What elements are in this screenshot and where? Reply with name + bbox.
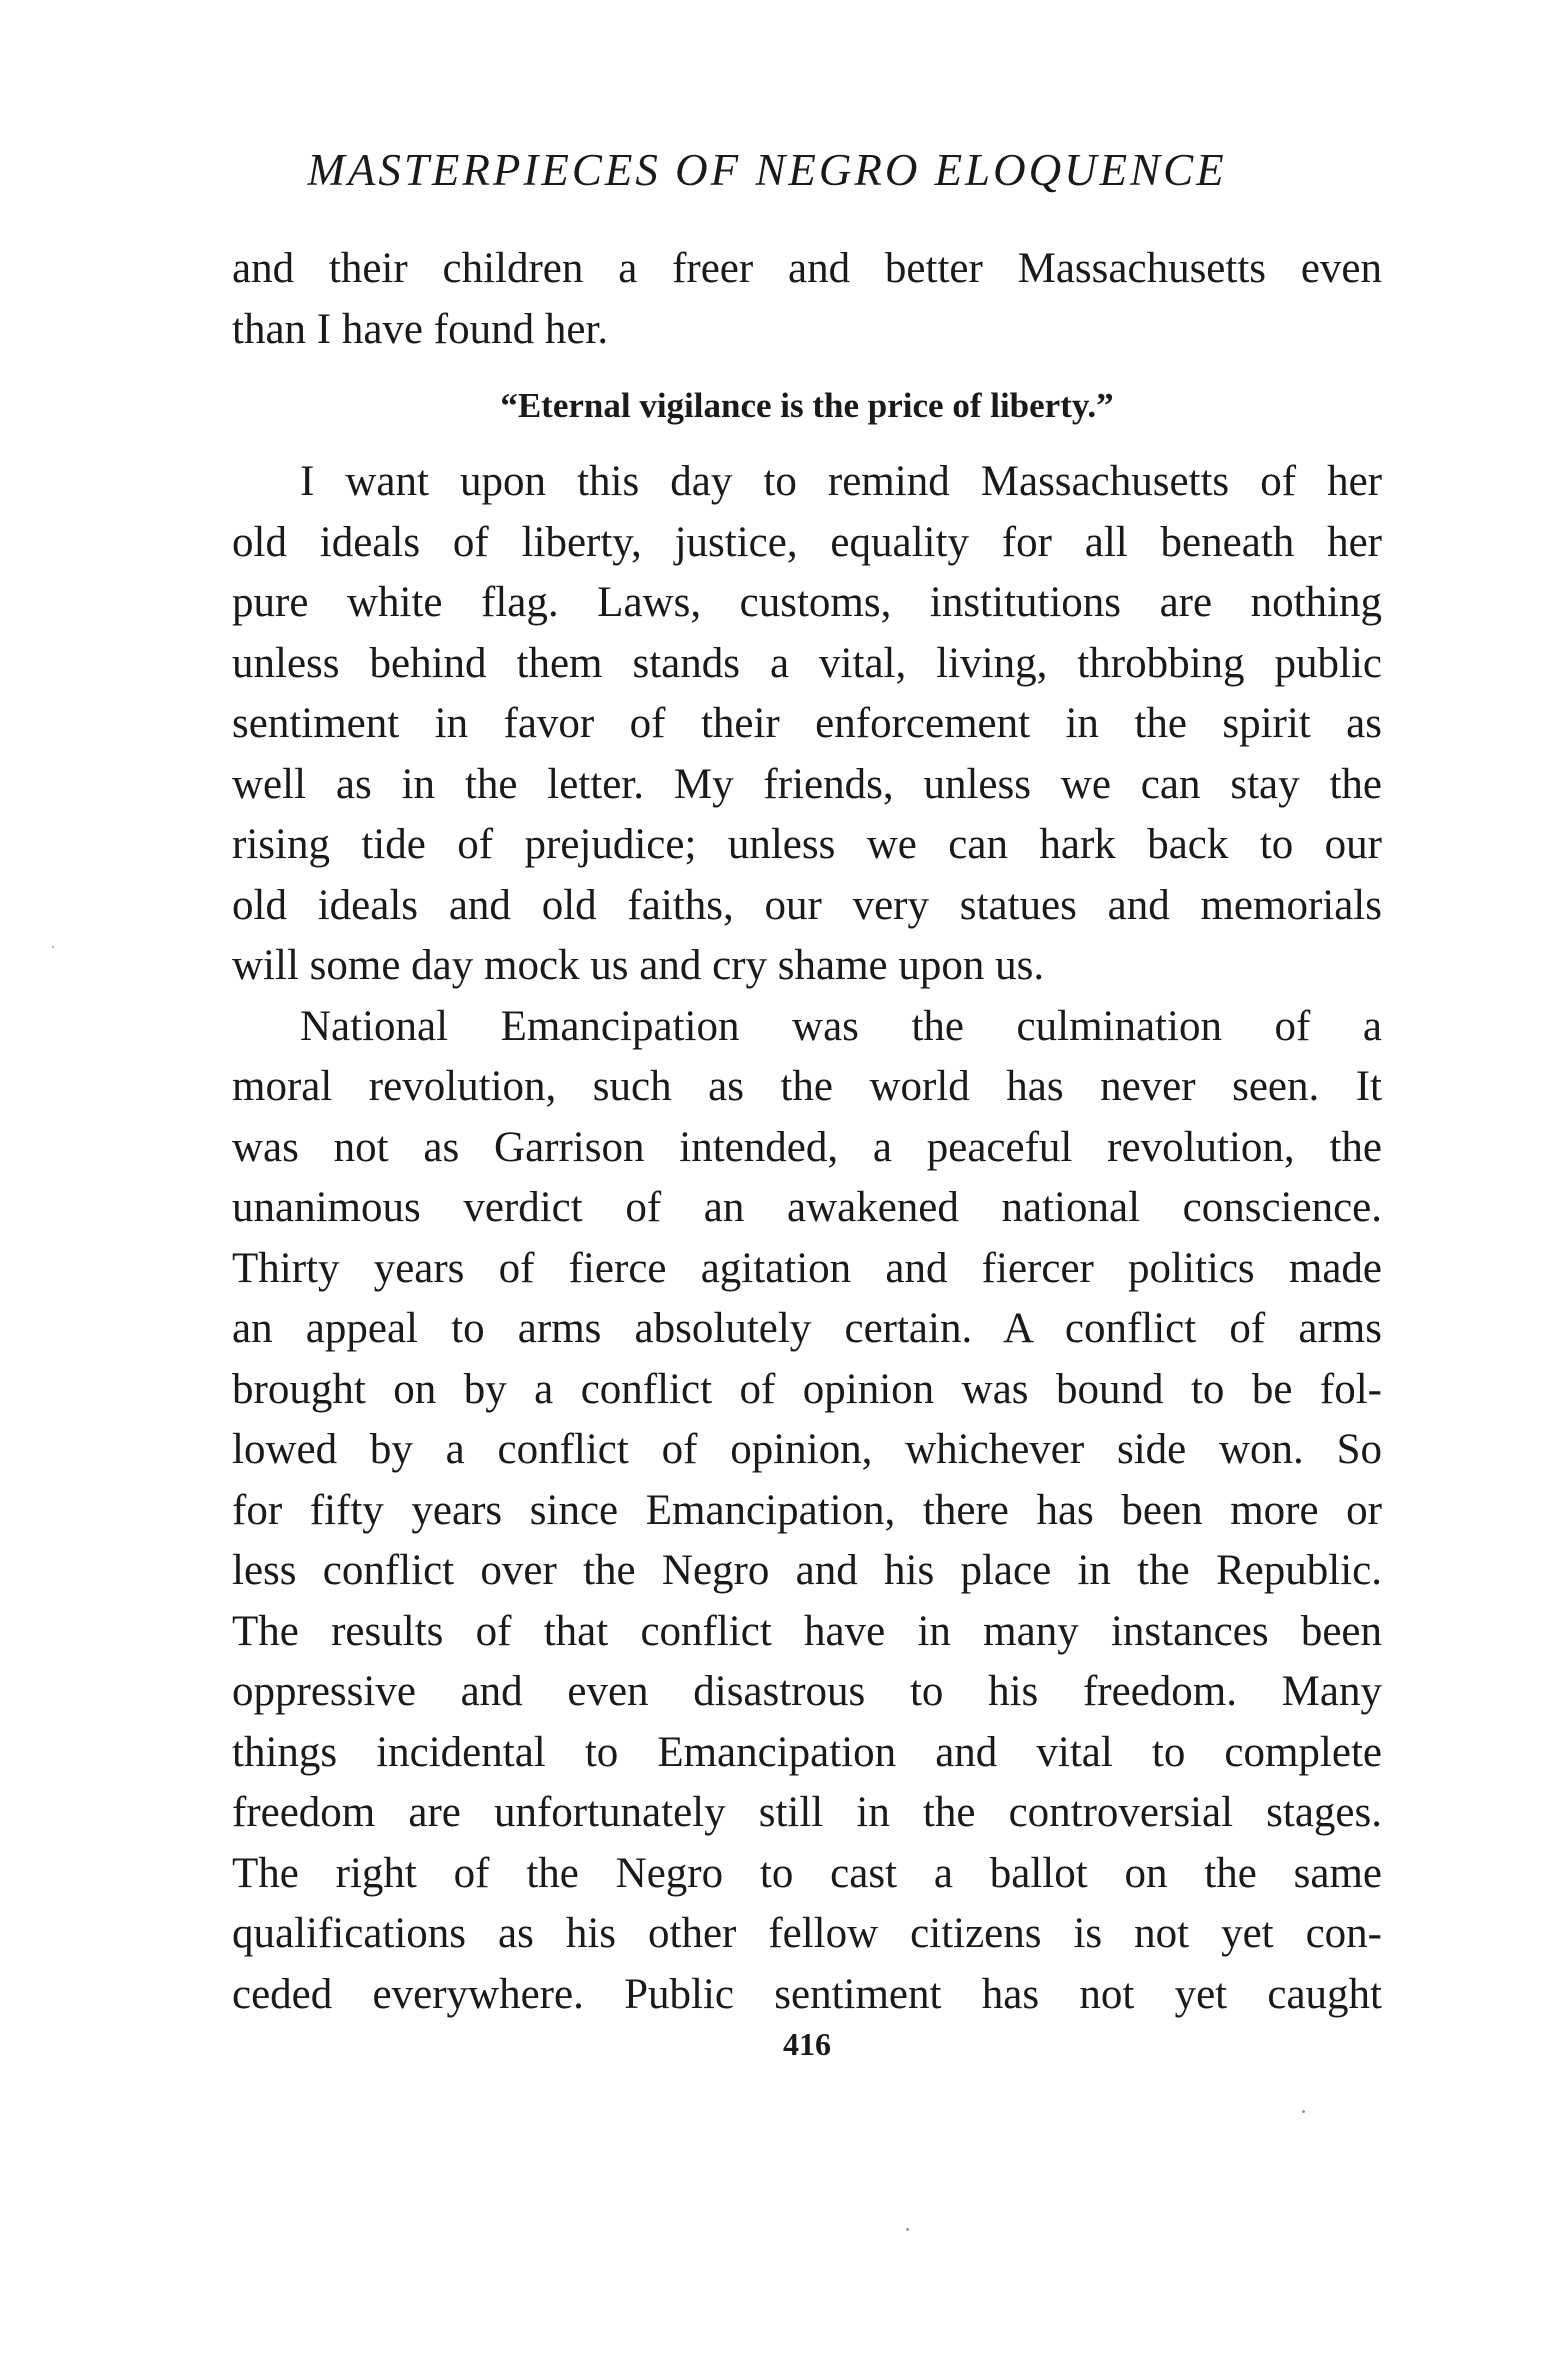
text-line: The results of that conflict have in many instances been — [232, 1607, 1382, 1655]
text-line: sentiment in favor of their enforcement in the spirit as — [232, 700, 1382, 747]
page-number: 416 — [783, 2026, 831, 2062]
text-line: old ideals of liberty, justice, equality for all beneath her — [232, 518, 1382, 566]
text-line: and their children a freer and better Massachusetts even — [232, 245, 1382, 292]
text-line: than I have found her. — [232, 305, 609, 353]
text-line: an appeal to arms absolutely certain. A conflict of arms — [232, 1305, 1382, 1352]
text-line: unless behind them stands a vital, living, throbbing public — [232, 639, 1382, 687]
text-line: pure white flag. Laws, customs, institutions are nothing — [232, 579, 1382, 626]
text-line: well as in the letter. My friends, unless we can stay the — [232, 760, 1382, 808]
motto: “Eternal vigilance is the price of liberty.” — [500, 386, 1114, 425]
text-line: ceded everywhere. Public sentiment has not yet caught — [232, 1970, 1382, 2018]
text-line: moral revolution, such as the world has never seen. It — [232, 1063, 1382, 1110]
ink-speck — [906, 2228, 909, 2231]
text-line: The right of the Negro to cast a ballot on the same — [232, 1849, 1382, 1897]
text-line: for fifty years since Emancipation, there has been more or — [232, 1486, 1382, 1534]
text-line: less conflict over the Negro and his place in the Republic. — [232, 1547, 1382, 1594]
text-line: will some day mock us and cry shame upon us. — [232, 942, 1045, 989]
running-head: MASTERPIECES OF NEGRO ELOQUENCE — [307, 145, 1227, 195]
text-line: unanimous verdict of an awakened national conscience. — [232, 1184, 1382, 1231]
text-line: I want upon this day to remind Massachusetts of her — [300, 458, 1382, 505]
text-line: things incidental to Emancipation and vital to complete — [232, 1728, 1382, 1776]
ink-speck — [1302, 2110, 1305, 2113]
text-line: brought on by a conflict of opinion was bound to be fol- — [232, 1365, 1382, 1413]
text-line: freedom are unfortunately still in the controversial stages. — [232, 1789, 1382, 1836]
text-line: Thirty years of fierce agitation and fiercer politics made — [232, 1244, 1382, 1292]
text-line: rising tide of prejudice; unless we can hark back to our — [232, 821, 1382, 868]
paragraph-2 — [232, 997, 1382, 2026]
text-line: qualifications as his other fellow citizens is not yet con- — [232, 1910, 1382, 1957]
paragraph-1 — [232, 452, 1382, 997]
text-line: lowed by a conflict of opinion, whichever side won. So — [232, 1426, 1382, 1473]
text-line: was not as Garrison intended, a peaceful revolution, the — [232, 1123, 1382, 1171]
text-block — [232, 239, 1382, 2025]
ink-speck — [52, 946, 54, 948]
text-line: oppressive and even disastrous to his freedom. Many — [232, 1668, 1382, 1715]
text-line: old ideals and old faiths, our very statues and memorials — [232, 881, 1382, 929]
text-line: National Emancipation was the culmination of a — [300, 1002, 1382, 1050]
